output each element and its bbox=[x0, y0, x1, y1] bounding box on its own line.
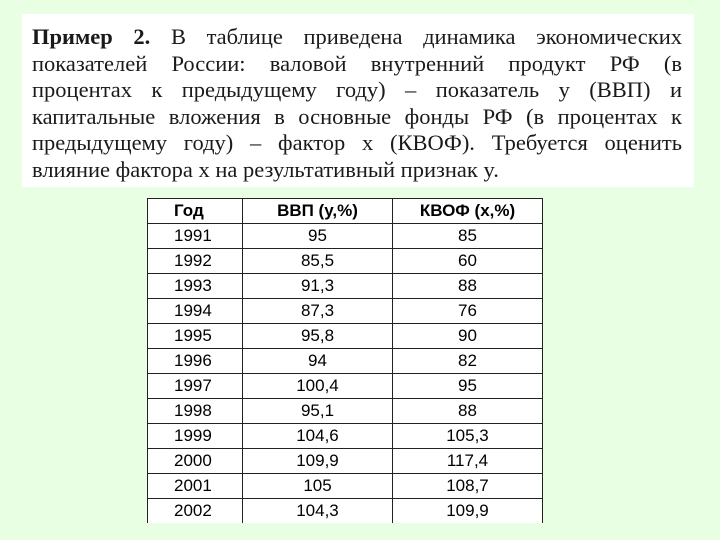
gdp-cell: 109,9 bbox=[243, 449, 393, 474]
table-row bbox=[148, 449, 543, 474]
year-cell: 1997 bbox=[148, 374, 243, 399]
problem-line bbox=[32, 77, 682, 104]
year-cell: 1999 bbox=[148, 424, 243, 449]
investment-cell: 90 bbox=[393, 324, 543, 349]
investment-cell: 60 bbox=[393, 249, 543, 274]
table-row bbox=[148, 399, 543, 424]
investment-cell: 76 bbox=[393, 299, 543, 324]
investment-cell: 85 bbox=[393, 224, 543, 249]
gdp-cell: 94 bbox=[243, 349, 393, 374]
investment-cell: 82 bbox=[393, 349, 543, 374]
table-row bbox=[148, 474, 543, 499]
investment-cell: 95 bbox=[393, 374, 543, 399]
problem-statement bbox=[22, 14, 694, 187]
year-cell: 1993 bbox=[148, 274, 243, 299]
table-row bbox=[148, 274, 543, 299]
problem-line-text: В таблице приведена динамика экономических bbox=[150, 24, 682, 49]
problem-line bbox=[32, 51, 682, 78]
gdp-cell: 105 bbox=[243, 474, 393, 499]
investment-cell: 88 bbox=[393, 399, 543, 424]
year-cell: 2001 bbox=[148, 474, 243, 499]
problem-line-text: показателей России: валовой внутренний продукт РФ (в bbox=[32, 50, 682, 76]
table-body bbox=[148, 224, 543, 524]
gdp-cell: 95 bbox=[243, 224, 393, 249]
gdp-cell: 104,3 bbox=[243, 499, 393, 524]
problem-line-text: капитальные вложения в основные фонды РФ (в процентах к bbox=[32, 103, 682, 129]
table-row bbox=[148, 324, 543, 349]
year-cell: 1994 bbox=[148, 299, 243, 324]
investment-cell: 117,4 bbox=[393, 449, 543, 474]
table-header-row bbox=[148, 199, 543, 224]
problem-line bbox=[32, 130, 682, 157]
problem-line bbox=[32, 157, 682, 184]
year-cell: 1995 bbox=[148, 324, 243, 349]
table-row bbox=[148, 499, 543, 524]
table-row bbox=[148, 374, 543, 399]
year-cell: 1998 bbox=[148, 399, 243, 424]
gdp-cell: 87,3 bbox=[243, 299, 393, 324]
table-row bbox=[148, 424, 543, 449]
header-investment: КВОФ (x,%) bbox=[393, 199, 543, 224]
problem-line-text: влияние фактора x на результативный признак y. bbox=[32, 156, 499, 182]
table-row bbox=[148, 249, 543, 274]
gdp-cell: 104,6 bbox=[243, 424, 393, 449]
year-cell: 2002 bbox=[148, 499, 243, 524]
gdp-cell: 100,4 bbox=[243, 374, 393, 399]
investment-cell: 108,7 bbox=[393, 474, 543, 499]
table-row bbox=[148, 349, 543, 374]
gdp-cell: 95,8 bbox=[243, 324, 393, 349]
investment-cell: 88 bbox=[393, 274, 543, 299]
problem-line-text: процентах к предыдущему году) – показатель y (ВВП) и bbox=[32, 77, 682, 103]
year-cell: 1991 bbox=[148, 224, 243, 249]
problem-line-text: предыдущему году) – фактор x (КВОФ). Требуется оценить bbox=[32, 130, 682, 156]
problem-line bbox=[32, 104, 682, 131]
gdp-cell: 95,1 bbox=[243, 399, 393, 424]
gdp-investment-table bbox=[147, 198, 543, 523]
header-year: Год bbox=[148, 199, 243, 224]
table-row bbox=[148, 299, 543, 324]
problem-line bbox=[32, 24, 682, 51]
year-cell: 1992 bbox=[148, 249, 243, 274]
year-cell: 2000 bbox=[148, 449, 243, 474]
gdp-cell: 91,3 bbox=[243, 274, 393, 299]
investment-cell: 105,3 bbox=[393, 424, 543, 449]
investment-cell: 109,9 bbox=[393, 499, 543, 524]
header-gdp: ВВП (y,%) bbox=[243, 199, 393, 224]
gdp-cell: 85,5 bbox=[243, 249, 393, 274]
table-row bbox=[148, 224, 543, 249]
year-cell: 1996 bbox=[148, 349, 243, 374]
example-heading: Пример 2. bbox=[32, 24, 151, 49]
